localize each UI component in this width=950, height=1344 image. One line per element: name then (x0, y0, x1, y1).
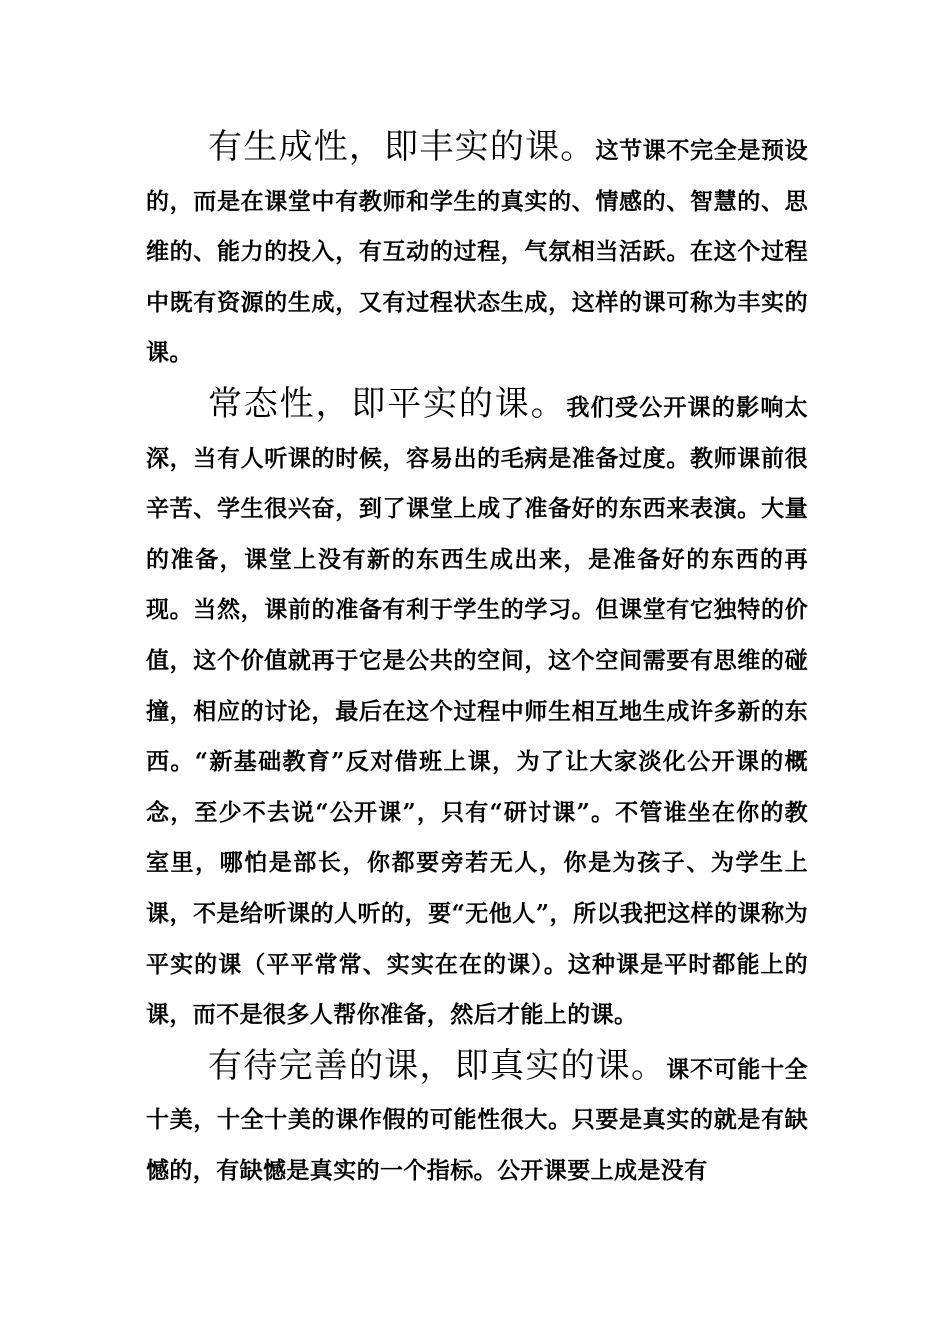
paragraph-real-lesson (146, 1041, 808, 1197)
paragraph-heading: 有待完善的课，即真实的课。 (208, 1045, 667, 1086)
paragraph-heading: 有生成性，即丰实的课。 (208, 127, 596, 167)
paragraph-body: 课不可能十全十美，十全十美的课作假的可能性很大。只要是真实的就是有缺憾的，有缺憾是真实的一个指标。公开课要上成是没有 (146, 1055, 809, 1184)
paragraph-generative-lesson (146, 122, 808, 379)
paragraph-body: 这节课不完全是预设的，而是在课堂中有教师和学生的真实的、情感的、智慧的、思维的、能力的投入，有互动的过程，气氛相当活跃。在这个过程中既有资源的生成，又有过程状态生成，这样的课可称为丰实的课。 (146, 137, 808, 367)
document-page (146, 122, 808, 1196)
paragraph-body: 我们受公开课的影响太深，当有人听课的时候，容易出的毛病是准备过度。教师课前很辛苦、学生很兴奋，到了课堂上成了准备好的东西来表演。大量的准备，课堂上没有新的东西生成出来，是准备好的东西的再现。当然，课前的准备有利于学生的学习。但课堂有它独特的价值，这个价值就再于它是公共的空间，这个空间需要有思维的碰撞，相应的讨论，最后在这个过程中师生相互地生成许多新的东西。“新基础教育”反对借班上课，为了让大家淡化公开课的概念，至少不去说“公开课”，只有“研讨课”。不管谁坐在你的教室里，哪怕是部长，你都要旁若无人，你是为孩子、为学生上课，不是给听课的人听的，要“无他人”，所以我把这样的课称为平实的课（平平常常、实实在在的课）。这种课是平时都能上的课，而不是很多人帮你准备，然后才能上的课。 (146, 393, 809, 1029)
paragraph-normal-lesson (146, 379, 808, 1041)
paragraph-heading: 常态性，即平实的课。 (208, 383, 567, 424)
